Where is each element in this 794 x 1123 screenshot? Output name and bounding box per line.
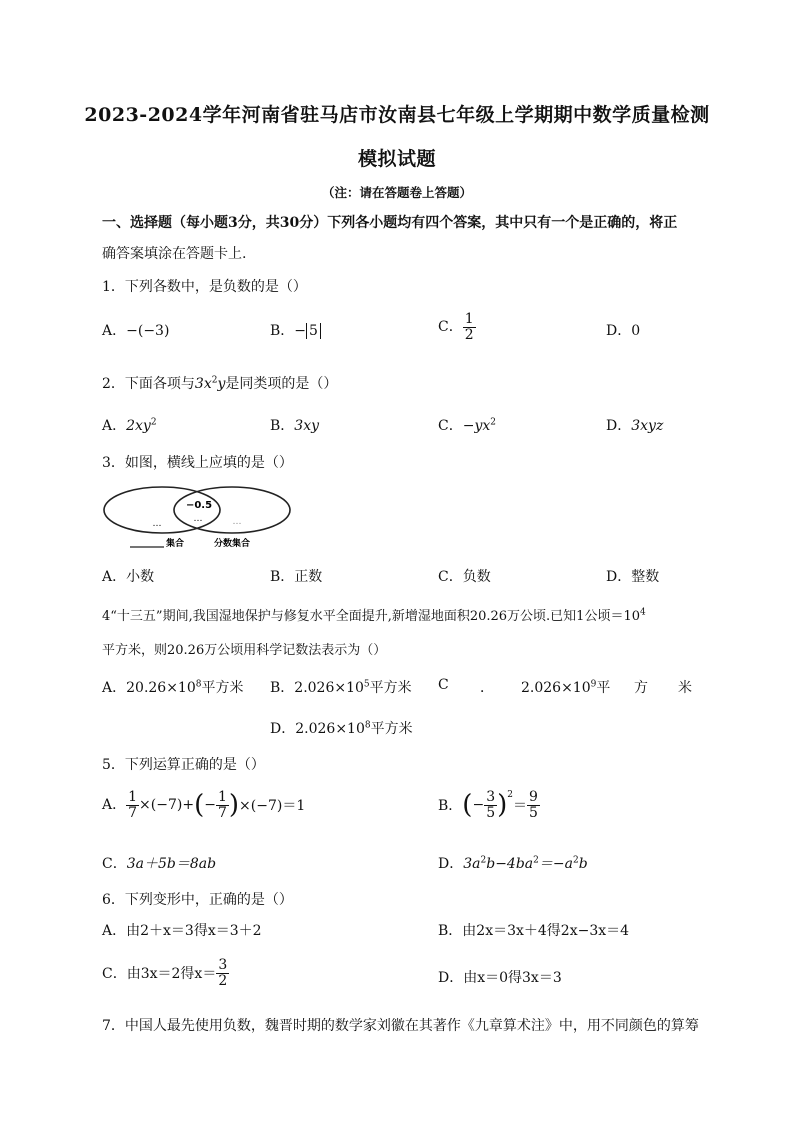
q5-d-exp2: 2 bbox=[533, 855, 539, 866]
q2-option-a-expr: 2xy bbox=[126, 418, 151, 434]
q4-option-b-base: 2.026×10 bbox=[294, 680, 364, 696]
q3-option-d: D．整数 bbox=[606, 569, 660, 585]
q5-a-mid: ×(−7)+ bbox=[139, 797, 195, 814]
q2-option-b bbox=[270, 415, 319, 435]
q5-a-num1: 1 bbox=[128, 789, 138, 805]
q2-option-c-expr: −yx bbox=[462, 418, 491, 434]
q1-option-a bbox=[102, 320, 169, 340]
q4-option-d bbox=[270, 718, 413, 738]
q4-option-c-unit3: 米 bbox=[678, 680, 692, 696]
q4-option-d-unit: 平方米 bbox=[370, 721, 413, 737]
q4-option-c-label: C bbox=[438, 677, 449, 693]
q6-option-c bbox=[102, 958, 229, 988]
venn-diagram-svg bbox=[102, 484, 302, 554]
q5-d-part3: ＝−a bbox=[538, 856, 573, 872]
q2-stem-exp: 2 bbox=[211, 375, 218, 386]
q6-option-c-prefix: C．由3x＝2得x＝ bbox=[102, 966, 217, 983]
section-instruction-line2: 确答案填涂在答题卡上. bbox=[102, 246, 247, 262]
section-instruction-line1: 一、选择题（每小题3分，共30分）下列各小题均有四个答案，其中只有一个是正确的，将正 bbox=[102, 215, 678, 231]
q4-stem-exp: 4 bbox=[640, 607, 646, 618]
q2-option-d-label: D． bbox=[606, 418, 632, 434]
q4-option-a-exp: 8 bbox=[195, 679, 202, 690]
question-6-stem: 6．下列变形中，正确的是（） bbox=[102, 892, 293, 908]
question-4-stem-line1 bbox=[102, 605, 646, 624]
q2-option-a-label: A． bbox=[102, 418, 127, 434]
q4-option-c bbox=[521, 677, 610, 697]
q4-option-b-exp: 5 bbox=[363, 679, 370, 690]
q2-stem-suffix: 是同类项的是（） bbox=[225, 376, 338, 392]
question-5-stem: 5．下列运算正确的是（） bbox=[102, 757, 265, 773]
q2-stem-prefix: 2．下面各项与 bbox=[102, 376, 195, 392]
q5-a-den1: 7 bbox=[128, 804, 138, 821]
question-1-stem: 1．下列各数中，是负数的是（） bbox=[102, 279, 307, 295]
q6-option-b: B．由2x＝3x＋4得2x−3x＝4 bbox=[438, 923, 630, 939]
q5-a-paren-close: ) bbox=[228, 790, 240, 821]
q2-option-c-label: C． bbox=[438, 418, 463, 434]
q5-option-d bbox=[438, 853, 588, 873]
q5-b-rnum: 9 bbox=[529, 789, 538, 805]
q5-option-b bbox=[438, 790, 540, 820]
q5-d-exp1: 2 bbox=[480, 855, 487, 866]
q5-option-a-label: A． bbox=[102, 797, 127, 814]
q4-option-c-base: 2.026×10 bbox=[521, 680, 591, 696]
q1-c-denominator: 2 bbox=[464, 326, 474, 343]
venn-right-dots: … bbox=[232, 517, 242, 527]
q5-b-paren-close: ) bbox=[497, 790, 508, 821]
q6-c-den: 2 bbox=[218, 972, 228, 989]
q6-c-fraction bbox=[216, 958, 229, 988]
q1-option-b-sign: − bbox=[294, 323, 307, 339]
q5-a-den2: 7 bbox=[217, 804, 227, 821]
q2-option-b-expr: 3xy bbox=[294, 418, 320, 434]
q4-stem-text: 4“十三五”期间,我国湿地保护与修复水平全面提升,新增湿地面积20.26万公顷.已知1公顷＝10 bbox=[102, 609, 640, 624]
q5-a-paren-open: ( bbox=[194, 790, 205, 821]
q1-option-b-label: B． bbox=[270, 323, 295, 339]
venn-left-label: 集合 bbox=[166, 539, 185, 549]
q3-option-b: B．正数 bbox=[270, 569, 323, 585]
q4-option-c-unit1: 平 bbox=[596, 680, 611, 696]
q5-a-num2: 1 bbox=[217, 789, 227, 805]
q5-b-fraction bbox=[484, 790, 497, 820]
q4-option-c-unit2: 方 bbox=[634, 680, 648, 696]
q5-option-c bbox=[102, 853, 216, 873]
venn-center-dots: … bbox=[193, 514, 203, 524]
q2-option-d bbox=[606, 415, 663, 435]
q5-d-part4: b bbox=[578, 856, 588, 872]
q5-b-den: 5 bbox=[486, 804, 496, 821]
q1-option-d: D．0 bbox=[606, 323, 641, 339]
q3-option-a: A．小数 bbox=[102, 569, 155, 585]
q1-option-c bbox=[438, 312, 476, 342]
q1-option-b-abs: 5 bbox=[306, 323, 321, 339]
q6-c-num: 3 bbox=[218, 957, 228, 973]
q1-option-a-expr: −(−3) bbox=[126, 323, 170, 339]
q1-option-a-label: A． bbox=[102, 323, 127, 339]
q4-option-a-unit: 平方米 bbox=[201, 680, 244, 696]
q1-option-c-fraction bbox=[463, 312, 476, 342]
q2-option-d-expr: 3xyz bbox=[631, 418, 664, 434]
q5-b-exp: 2 bbox=[507, 790, 513, 800]
exam-title-line1: 2023-2024学年河南省驻马店市汝南县七年级上学期期中数学质量检测 bbox=[84, 104, 710, 126]
q1-option-c-label: C． bbox=[438, 319, 463, 336]
q2-option-c bbox=[438, 415, 496, 435]
q2-stem-y: y bbox=[217, 376, 226, 392]
q3-option-c: C．负数 bbox=[438, 569, 491, 585]
q4-option-a bbox=[102, 677, 243, 697]
q4-option-c-exp: 9 bbox=[590, 679, 597, 690]
q4-option-b-unit: 平方米 bbox=[369, 680, 412, 696]
q5-b-rden: 5 bbox=[529, 804, 538, 821]
q3-venn-diagram bbox=[102, 484, 302, 554]
q5-d-part2: b−4ba bbox=[486, 856, 534, 872]
venn-left-dots: … bbox=[152, 519, 162, 529]
q1-c-numerator: 1 bbox=[464, 311, 474, 327]
q5-a-fraction1 bbox=[126, 790, 139, 820]
q5-b-num: 3 bbox=[486, 789, 496, 805]
q4-option-b-label: B． bbox=[270, 680, 295, 696]
q4-option-d-exp: 8 bbox=[364, 720, 371, 731]
question-4-stem-line2: 平方米，则20.26万公顷用科学记数法表示为（） bbox=[102, 643, 387, 658]
q2-option-a-exp: 2 bbox=[150, 417, 157, 428]
q5-option-c-label: C． bbox=[102, 856, 127, 872]
q5-b-eq: ＝ bbox=[513, 798, 527, 815]
q6-option-d: D．由x＝0得3x＝3 bbox=[438, 970, 562, 986]
q5-option-b-label: B． bbox=[438, 798, 463, 815]
q2-option-c-exp: 2 bbox=[490, 417, 496, 428]
q5-b-paren-open: ( bbox=[462, 790, 473, 821]
q5-b-sign: − bbox=[472, 797, 485, 814]
q5-option-a bbox=[102, 790, 305, 820]
q5-a-sign: − bbox=[204, 797, 216, 814]
q2-option-b-label: B． bbox=[270, 418, 295, 434]
q4-option-c-dot: ． bbox=[480, 680, 494, 696]
q4-option-a-label: A． bbox=[102, 680, 127, 696]
exam-title-line2: 模拟试题 bbox=[357, 148, 436, 170]
q5-a-tail: ×(−7)＝1 bbox=[239, 798, 306, 815]
q5-a-fraction2 bbox=[216, 790, 229, 820]
q4-option-d-base: 2.026×10 bbox=[295, 721, 365, 737]
q5-b-result bbox=[527, 790, 540, 820]
question-2-stem bbox=[102, 373, 337, 393]
q4-option-d-label: D． bbox=[270, 721, 296, 737]
q2-option-a bbox=[102, 415, 157, 435]
q2-stem-term: 3x bbox=[194, 376, 212, 392]
question-3-stem: 3．如图，横线上应填的是（） bbox=[102, 455, 293, 471]
venn-right-label: 分数集合 bbox=[214, 539, 251, 549]
venn-center-value: −0.5 bbox=[185, 500, 213, 511]
exam-note: （注：请在答题卷上答题） bbox=[321, 185, 472, 200]
q5-d-exp3: 2 bbox=[572, 855, 579, 866]
q5-d-part1: 3a bbox=[463, 856, 481, 872]
q1-option-b bbox=[270, 320, 321, 340]
q4-option-a-base: 20.26×10 bbox=[126, 680, 196, 696]
q5-option-d-label: D． bbox=[438, 856, 464, 872]
q4-option-b bbox=[270, 677, 412, 697]
question-7-stem: 7．中国人最先使用负数，魏晋时期的数学家刘徽在其著作《九章算术注》中，用不同颜色的算筹 bbox=[102, 1018, 699, 1034]
q5-option-c-expr: 3a＋5b＝8ab bbox=[126, 856, 217, 872]
q6-option-a: A．由2＋x＝3得x＝3＋2 bbox=[102, 923, 262, 939]
